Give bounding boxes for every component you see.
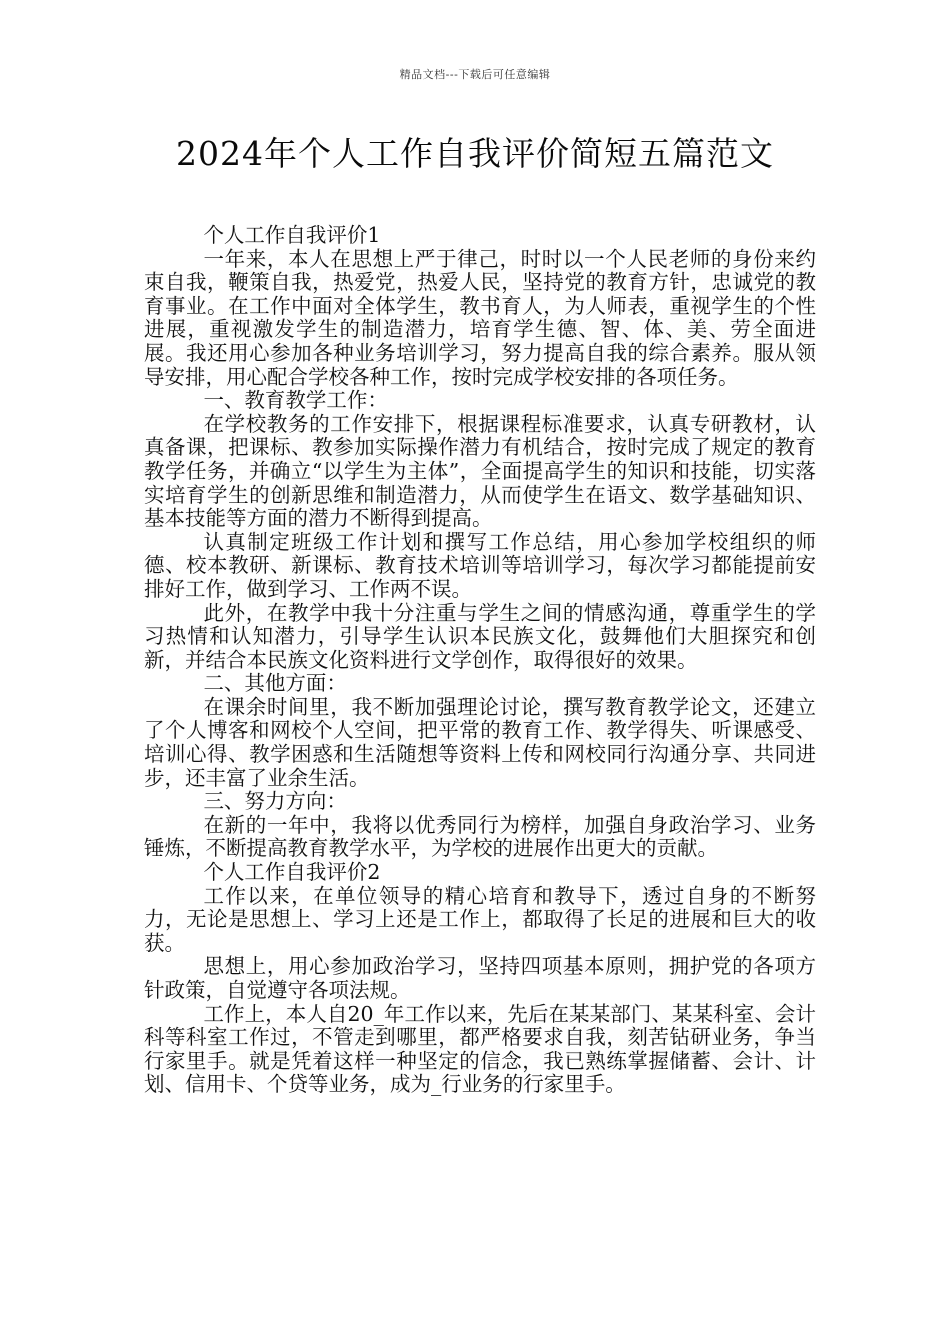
- paragraph: 在新的一年中，我将以优秀同行为榜样，加强自身政治学习、业务锤炼，不断提高教育教学水平，为学校的进展作出更大的贡献。: [144, 812, 816, 861]
- paragraph: 工作以来，在单位领导的精心培育和教导下，透过自身的不断努力，无论是思想上、学习上还是工作上，都取得了长足的进展和巨大的收获。: [144, 883, 816, 955]
- paragraph: 在课余时间里，我不断加强理论讨论，撰写教育教学论文，还建立了个人博客和网校个人空间，把平常的教育工作、教学得失、听课感受、培训心得、教学困惑和生活随想等资料上传和网校同行沟通分享、共同进步，还丰富了业余生活。: [144, 694, 816, 790]
- paragraph: 一年来，本人在思想上严于律己，时时以一个人民老师的身份来约束自我，鞭策自我，热爱党，热爱人民，坚持党的教育方针，忠诚党的教育事业。在工作中面对全体学生，教书育人，为人师表，重视学生的个性进展，重视激发学生的制造潜力，培育学生德、智、体、美、劳全面进展。我还用心参加各种业务培训学习，努力提高自我的综合素养。服从领导安排，用心配合学校各种工作，按时完成学校安排的各项任务。: [144, 246, 816, 389]
- subsection-heading: 一、教育教学工作：: [203, 388, 388, 413]
- paragraph: 在学校教务的工作安排下，根据课程标准要求，认真专研教材，认真备课，把课标、教参加实际操作潜力有机结合，按时完成了规定的教育教学任务，并确立“以学生为主体”，全面提高学生的知识和技能，切实落实培育学生的创新思维和制造潜力，从而使学生在语文、数学基础知识、基本技能等方面的潜力不断得到提高。: [144, 411, 816, 531]
- document-title: 2024年个人工作自我评价简短五篇范文: [176, 134, 774, 173]
- section-heading: 个人工作自我评价2: [203, 860, 381, 885]
- document-body: [144, 224, 816, 1097]
- paragraph: 此外，在教学中我十分注重与学生之间的情感沟通，尊重学生的学习热情和认知潜力，引导学生认识本民族文化，鼓舞他们大胆探究和创新，并结合本民族文化资料进行文学创作，取得很好的效果。: [144, 600, 816, 672]
- subsection-heading: 二、其他方面：: [203, 671, 347, 696]
- paragraph: 工作上，本人自20_年工作以来，先后在某某部门、某某科室、会计科等科室工作过，不管走到哪里，都严格要求自我，刻苦钻研业务，争当行家里手。就是凭着这样一种坚定的信念，我已熟练掌握储蓄、会计、计划、信用卡、个贷等业务，成为_行业务的行家里手。: [144, 1001, 816, 1097]
- subsection-heading: 三、努力方向：: [203, 789, 347, 814]
- header-note: 精品文档---下载后可任意编辑: [399, 68, 551, 81]
- paragraph: 思想上，用心参加政治学习，坚持四项基本原则，拥护党的各项方针政策，自觉遵守各项法规。: [144, 954, 816, 1002]
- paragraph: 认真制定班级工作计划和撰写工作总结，用心参加学校组织的师德、校本教研、新课标、教育技术培训等培训学习，每次学习都能提前安排好工作，做到学习、工作两不误。: [144, 529, 816, 601]
- section-heading: 个人工作自我评价1: [203, 223, 381, 247]
